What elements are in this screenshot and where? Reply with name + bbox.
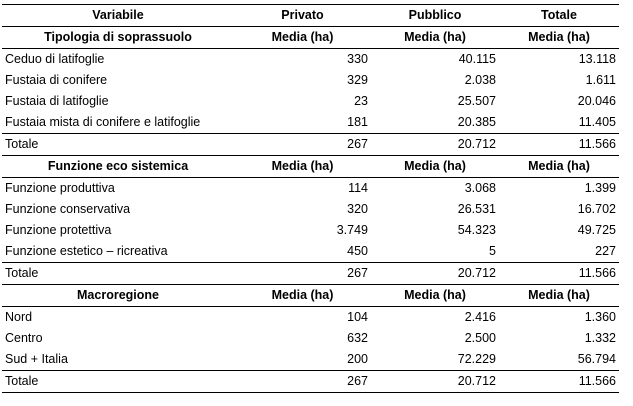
header-private: Privato — [234, 5, 371, 27]
unit-label: Media (ha) — [371, 156, 499, 178]
unit-label: Media (ha) — [499, 27, 619, 49]
cell-total: 49.725 — [577, 223, 616, 237]
total-row — [2, 134, 619, 156]
cell-public: 2.038 — [464, 73, 496, 87]
row-label: Sud + Italia — [5, 352, 68, 366]
row-label: Funzione estetico – ricreativa — [5, 244, 168, 258]
cell-total: 11.405 — [578, 115, 616, 129]
unit-label: Media (ha) — [499, 285, 619, 307]
cell-total: 11.566 — [499, 371, 619, 393]
cell-public: 20.712 — [371, 263, 499, 285]
row-label: Funzione conservativa — [5, 202, 131, 216]
header-variable: Variabile — [2, 5, 234, 27]
cell-total: 56.794 — [577, 352, 616, 366]
cell-public: 2.416 — [464, 310, 496, 324]
cell-public: 25.507 — [457, 94, 496, 108]
cell-public: 3.068 — [464, 181, 496, 195]
cell-private: 267 — [234, 371, 371, 393]
section-header-row — [2, 285, 619, 307]
unit-label: Media (ha) — [499, 156, 619, 178]
cell-total: 1.399 — [584, 181, 616, 195]
row-label: Fustaia di conifere — [5, 73, 108, 87]
table-row — [2, 220, 619, 241]
header-total: Totale — [499, 5, 619, 27]
row-label: Funzione protettiva — [5, 223, 112, 237]
cell-public: 20.712 — [371, 134, 499, 156]
table-row — [2, 70, 619, 91]
table-row — [2, 307, 619, 329]
cell-private: 320 — [347, 202, 368, 216]
cell-public: 20.385 — [457, 115, 496, 129]
unit-label: Media (ha) — [234, 285, 371, 307]
total-row — [2, 371, 619, 393]
row-label: Ceduo di latifoglie — [5, 52, 105, 66]
cell-total: 20.046 — [577, 94, 616, 108]
total-label: Totale — [2, 263, 234, 285]
section-header-row — [2, 156, 619, 178]
cell-total: 227 — [595, 244, 616, 258]
cell-public: 26.531 — [457, 202, 496, 216]
unit-label: Media (ha) — [371, 27, 499, 49]
data-table — [2, 4, 619, 393]
section-title: Funzione eco sistemica — [2, 156, 234, 178]
row-label: Centro — [5, 331, 43, 345]
row-label: Nord — [5, 310, 33, 324]
cell-total: 1.360 — [584, 310, 616, 324]
section-title: Tipologia di soprassuolo — [2, 27, 234, 49]
table-row — [2, 178, 619, 200]
cell-private: 23 — [354, 94, 368, 108]
row-label: Fustaia mista di conifere e latifoglie — [5, 115, 201, 129]
cell-total: 16.702 — [577, 202, 616, 216]
cell-public: 54.323 — [457, 223, 496, 237]
unit-label: Media (ha) — [234, 156, 371, 178]
cell-total: 11.566 — [499, 134, 619, 156]
table-row — [2, 349, 619, 371]
cell-private: 104 — [347, 310, 368, 324]
cell-private: 450 — [347, 244, 368, 258]
cell-public: 20.712 — [371, 371, 499, 393]
header-public: Pubblico — [371, 5, 499, 27]
cell-private: 200 — [347, 352, 368, 366]
cell-private: 114 — [348, 181, 368, 195]
unit-label: Media (ha) — [371, 285, 499, 307]
table-row — [2, 199, 619, 220]
cell-private: 330 — [347, 52, 368, 66]
table-row — [2, 112, 619, 134]
table-row — [2, 91, 619, 112]
cell-total: 11.566 — [499, 263, 619, 285]
cell-private: 632 — [347, 331, 368, 345]
cell-private: 329 — [347, 73, 368, 87]
row-label: Fustaia di latifoglie — [5, 94, 109, 108]
cell-total: 1.332 — [584, 331, 616, 345]
section-header-row — [2, 27, 619, 49]
cell-public: 2.500 — [464, 331, 496, 345]
section-title: Macroregione — [2, 285, 234, 307]
table-row — [2, 49, 619, 71]
total-row — [2, 263, 619, 285]
total-label: Totale — [2, 371, 234, 393]
cell-total: 13.118 — [578, 52, 616, 66]
cell-public: 40.115 — [458, 52, 496, 66]
cell-public: 5 — [489, 244, 496, 258]
row-label: Funzione produttiva — [5, 181, 115, 195]
table-row — [2, 241, 619, 263]
unit-label: Media (ha) — [234, 27, 371, 49]
cell-private: 181 — [347, 115, 368, 129]
header-row — [2, 5, 619, 27]
cell-private: 267 — [234, 263, 371, 285]
cell-private: 3.749 — [336, 223, 368, 237]
cell-total: 1.611 — [585, 73, 616, 87]
table-row — [2, 328, 619, 349]
cell-private: 267 — [234, 134, 371, 156]
total-label: Totale — [2, 134, 234, 156]
cell-public: 72.229 — [457, 352, 496, 366]
